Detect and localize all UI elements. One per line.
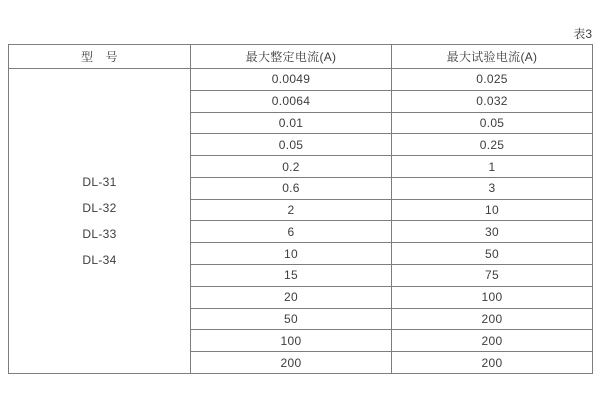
table-row [9,69,593,91]
max-setting-current-cell: 100 [191,330,392,352]
max-test-current-cell: 3 [392,177,593,199]
max-setting-current-cell: 0.01 [191,112,392,134]
max-test-current-cell: 10 [392,199,593,221]
max-setting-current-cell: 0.6 [191,177,392,199]
table-body [9,69,593,374]
max-test-current-cell: 200 [392,330,593,352]
model-label: DL-34 [82,253,117,267]
max-setting-current-cell: 0.2 [191,156,392,178]
max-setting-current-cell: 20 [191,286,392,308]
max-test-current-cell: 0.25 [392,134,593,156]
max-test-current-cell: 200 [392,352,593,374]
max-test-current-cell: 30 [392,221,593,243]
col-header-model: 型 号 [9,45,191,69]
model-label: DL-32 [82,201,117,215]
model-label: DL-31 [82,175,117,189]
max-test-current-cell: 1 [392,156,593,178]
max-test-current-cell: 0.05 [392,112,593,134]
max-setting-current-cell: 50 [191,308,392,330]
max-test-current-cell: 0.032 [392,90,593,112]
max-test-current-cell: 50 [392,243,593,265]
model-label: DL-33 [82,227,117,241]
col-header-max-setting-current: 最大整定电流(A) [191,45,392,69]
col-header-max-test-current: 最大试验电流(A) [392,45,593,69]
spec-table [8,44,593,374]
max-setting-current-cell: 6 [191,221,392,243]
max-setting-current-cell: 0.0049 [191,69,392,91]
header-row [9,45,593,69]
max-test-current-cell: 75 [392,265,593,287]
max-setting-current-cell: 0.05 [191,134,392,156]
model-cell [9,69,191,374]
max-test-current-cell: 200 [392,308,593,330]
max-test-current-cell: 100 [392,286,593,308]
max-test-current-cell: 0.025 [392,69,593,91]
table-caption: 表3 [573,27,592,41]
max-setting-current-cell: 200 [191,352,392,374]
max-setting-current-cell: 15 [191,265,392,287]
max-setting-current-cell: 0.0064 [191,90,392,112]
max-setting-current-cell: 2 [191,199,392,221]
max-setting-current-cell: 10 [191,243,392,265]
